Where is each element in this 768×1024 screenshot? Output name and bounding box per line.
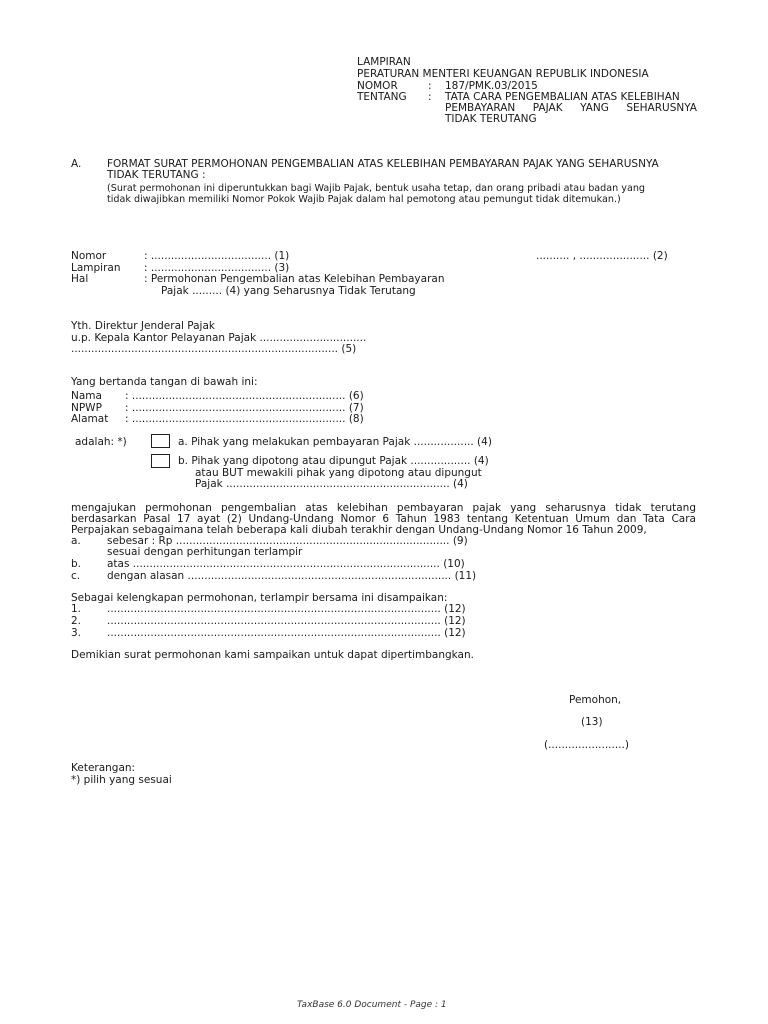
status-option-a-checkbox[interactable] <box>151 434 170 448</box>
notes-item: *) pilih yang sesuai <box>71 774 172 786</box>
section-a-marker: A. <box>71 158 82 170</box>
section-a-title-line2: TIDAK TERUTANG : <box>107 169 206 181</box>
signer-intro: Yang bertanda tangan di bawah ini: <box>71 376 258 388</box>
attachment-item: .................................................................................................... (12) <box>107 627 466 639</box>
signer-npwp-label: NPWP <box>71 402 102 414</box>
section-a-note-line1: (Surat permohonan ini diperuntukkan bagi Wajib Pajak, bentuk usaha tetap, dan orang pribadi atau badan yang <box>107 183 646 194</box>
addressee-line1: Yth. Direktur Jenderal Pajak <box>71 320 215 332</box>
request-a-subtext: sesuai dengan perhitungan terlampir <box>107 546 303 558</box>
closing-statement: Demikian surat permohonan kami sampaikan untuk dapat dipertimbangkan. <box>71 649 474 661</box>
attachment-number: 1. <box>71 603 82 615</box>
signer-npwp-value: : ................................................................ (7) <box>125 402 364 414</box>
request-b-text: atas ............................................................................................ (10) <box>107 558 465 570</box>
addressee-line2: u.p. Kepala Kantor Pelayanan Pajak ................................ <box>71 332 367 344</box>
regulation-subject-line2: PEMBAYARAN PAJAK YANG SEHARUSNYA <box>445 102 697 114</box>
regulation-title: PERATURAN MENTERI KEUANGAN REPUBLIK INDONESIA <box>357 68 649 80</box>
letter-number-label: Nomor <box>71 250 107 262</box>
signer-name-label: Nama <box>71 390 102 402</box>
section-a-title-line1: FORMAT SURAT PERMOHONAN PENGEMBALIAN ATAS KELEBIHAN PEMBAYARAN PAJAK YANG SEHARUSNYA <box>107 158 659 170</box>
regulation-subject-label: TENTANG <box>357 91 407 103</box>
status-option-b-line2: atau BUT mewakili pihak yang dipotong atau dipungut <box>195 467 482 479</box>
request-a-text: sebesar : Rp .................................................................................. (9) <box>107 535 468 547</box>
signer-address-value: : ................................................................ (8) <box>125 413 364 425</box>
letter-subject-label: Hal <box>71 273 89 285</box>
regulation-subject-line1: TATA CARA PENGEMBALIAN ATAS KELEBIHAN <box>445 91 680 103</box>
letter-subject-line2: Pajak ......... (4) yang Seharusnya Tidak Terutang <box>161 285 416 297</box>
status-label: adalah: *) <box>75 436 127 448</box>
regulation-subject-colon: : <box>428 91 432 103</box>
regulation-subject-line3: TIDAK TERUTANG <box>445 113 537 125</box>
letter-attachment-value: : .................................... (3) <box>144 262 290 274</box>
signature-name: (.......................) <box>544 739 629 751</box>
page-footer: TaxBase 6.0 Document - Page : 1 <box>297 1000 447 1010</box>
signature-mark: (13) <box>581 716 603 728</box>
attachment-number: 2. <box>71 615 82 627</box>
lampiran-heading: LAMPIRAN <box>357 56 411 68</box>
request-line2: berdasarkan Pasal 17 ayat (2) Undang-Undang Nomor 6 Tahun 1983 tentang Ketentuan Umum dan Tata Cara <box>71 513 696 525</box>
attachment-item: .................................................................................................... (12) <box>107 615 466 627</box>
status-option-a-text: a. Pihak yang melakukan pembayaran Pajak .................. (4) <box>178 436 492 448</box>
letter-date-value: .......... , ..................... (2) <box>536 250 668 262</box>
signature-label: Pemohon, <box>569 694 622 706</box>
request-b-marker: b. <box>71 558 82 570</box>
regulation-number-colon: : <box>428 80 432 92</box>
signer-address-label: Alamat <box>71 413 109 425</box>
attachment-item: .................................................................................................... (12) <box>107 603 466 615</box>
status-option-b-line3: Pajak ................................................................... (4) <box>195 478 468 490</box>
request-c-text: dengan alasan ............................................................................... (11) <box>107 570 477 582</box>
notes-title: Keterangan: <box>71 762 136 774</box>
attachment-number: 3. <box>71 627 82 639</box>
regulation-number-label: NOMOR <box>357 80 398 92</box>
request-line3: Perpajakan sebagaimana telah beberapa kali diubah terakhir dengan Undang-Undang Nomor 16 Tahun 2009, <box>71 524 647 536</box>
request-line1: mengajukan permohonan pengembalian atas kelebihan pembayaran pajak yang seharusnya tidak terutang <box>71 502 696 514</box>
letter-number-value: : .................................... (1) <box>144 250 290 262</box>
regulation-number-value: 187/PMK.03/2015 <box>445 80 538 92</box>
status-option-b-line1: b. Pihak yang dipotong atau dipungut Pajak .................. (4) <box>178 455 489 467</box>
request-c-marker: c. <box>71 570 81 582</box>
attachments-intro: Sebagai kelengkapan permohonan, terlampir bersama ini disampaikan: <box>71 592 448 604</box>
addressee-line3: ................................................................................ (5) <box>71 343 357 355</box>
section-a-note-line2: tidak diwajibkan memiliki Nomor Pokok Wajib Pajak dalam hal pemotong atau pemungut tidak ditemukan.) <box>107 194 621 205</box>
letter-subject-line1: : Permohonan Pengembalian atas Kelebihan Pembayaran <box>144 273 445 285</box>
request-a-marker: a. <box>71 535 81 547</box>
signer-name-value: : ................................................................ (6) <box>125 390 364 402</box>
letter-attachment-label: Lampiran <box>71 262 121 274</box>
status-option-b-checkbox[interactable] <box>151 454 170 468</box>
